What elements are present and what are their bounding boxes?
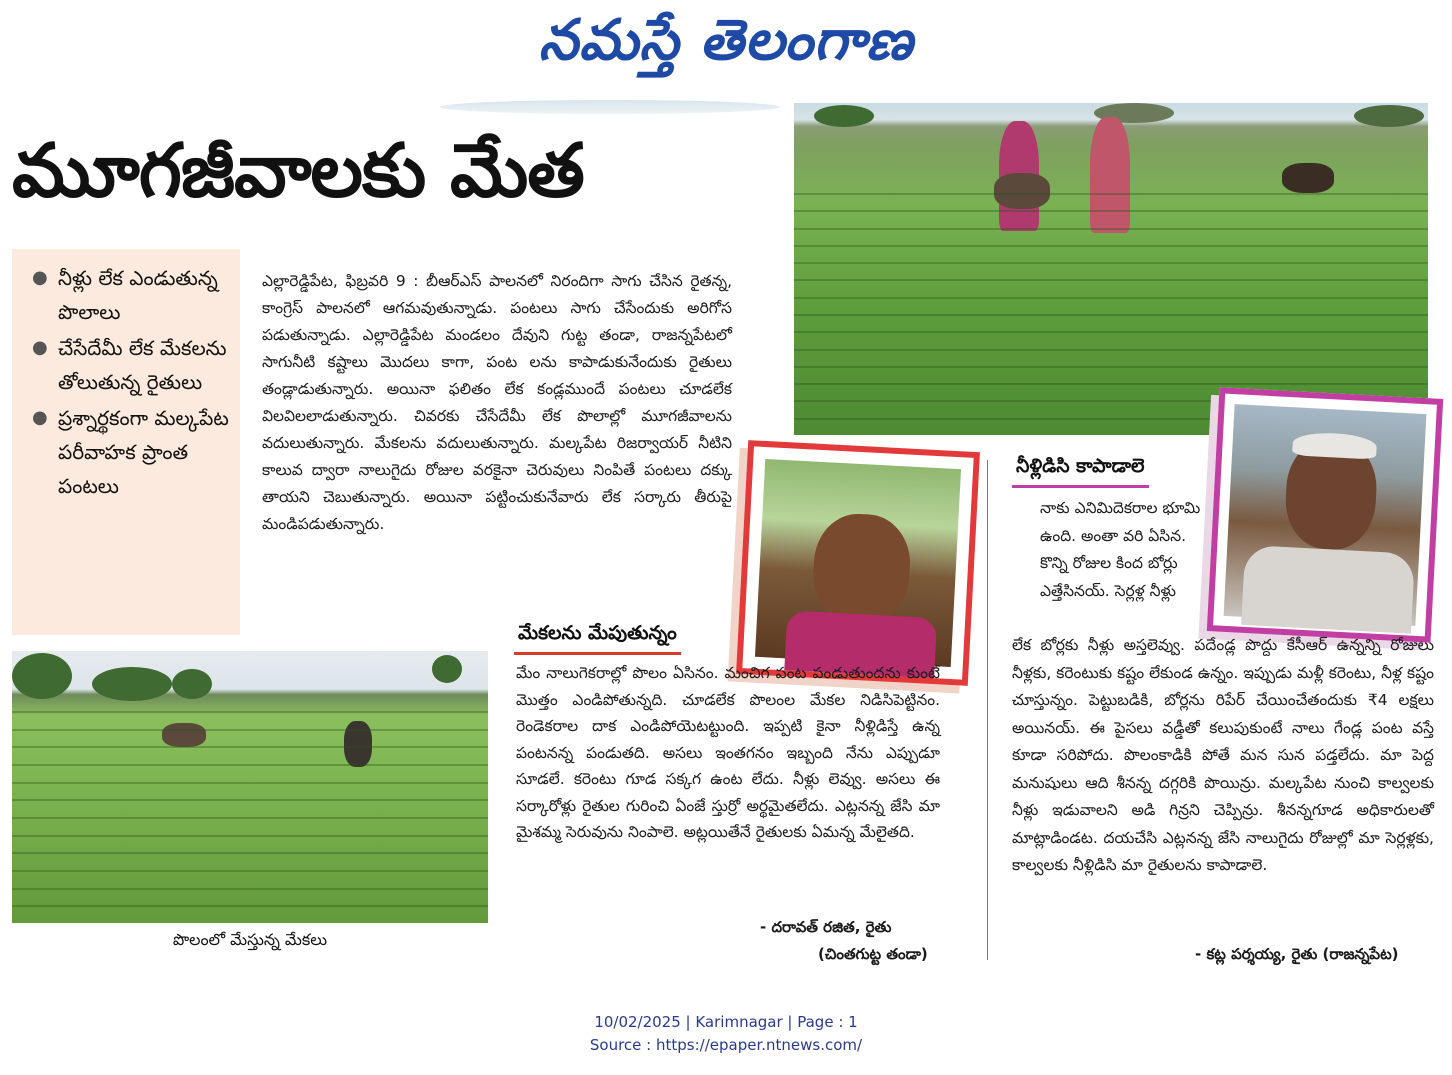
seedling-row: [794, 331, 1428, 333]
portrait-man-farmer: [1207, 387, 1443, 642]
bullet-icon: ●: [32, 267, 48, 288]
seedling-row: [794, 228, 1428, 230]
seedling-row: [12, 835, 488, 837]
seedling-row: [12, 799, 488, 801]
seedling-row: [794, 193, 1428, 195]
quote-title-man: నీళ్లిడిసి కాపాడాలె: [1012, 453, 1149, 484]
highlight-item: ● చేసేదేమీ లేక మేకలను తోలుతున్న రైతులు: [28, 331, 230, 399]
seedling-row: [794, 245, 1428, 247]
seedling-row: [12, 870, 488, 872]
photo-caption: పొలంలో మేస్తున్న మేకలు: [172, 930, 328, 949]
column-divider: [987, 460, 988, 960]
seedling-row: [794, 210, 1428, 212]
newspaper-masthead: నమస్తే తెలంగాణ: [538, 8, 914, 73]
seedling-row: [12, 764, 488, 766]
seedling-row: [12, 905, 488, 907]
article-headline: మూగజీవాలకు మేత: [12, 128, 584, 214]
seedling-row: [794, 279, 1428, 281]
seedling-row: [12, 711, 488, 713]
field-photo-grazing-goats: [12, 651, 488, 923]
seedling-row: [12, 729, 488, 731]
quote-signature-man: - కట్ల పర్శయ్య, రైతు (రాజన్నపేట): [1195, 945, 1399, 963]
seedling-row: [794, 383, 1428, 385]
seedling-row: [12, 852, 488, 854]
seedling-row: [794, 314, 1428, 316]
highlight-item: ● నీళ్లు లేక ఎండుతున్న పొలాలు: [28, 261, 230, 329]
quote-signature-name: - దరావత్ రజిత, రైతు: [760, 918, 892, 936]
field-photo-women-goats: [794, 103, 1428, 435]
quote-text-man-top: నాకు ఎనిమిదెకరాల భూమి ఉంది. అంతా వరి ఏసిన. కొన్ని రోజుల కింద బోర్లు ఎత్తేసినయ్. సెర్లళ్ల నీళ్లు: [1040, 499, 1201, 600]
quote-text-man: లేక బోర్లకు నీళ్లు అస్తలెవ్వు. పదేండ్ల పొద్దు కేసీఆర్ ఉన్నన్ని రోజులు నీళ్లకు, కరెంటుకు కష్టం లేకుండ ఉన్నం. ఇప్పుడు మళ్లీ కరెంటు, నీళ్ల కష్టం చూస్తున్నం. పెట్టుబడికి, బోర్లను రిపేర్ చేయించేతందుకు ₹4 లక్షలు అయినయ్. ఈ పైసలు వడ్డీతో కలుపుకుంటే నాలు గేండ్ల పంట వస్తే కూడా సరిపోదు. పొలంకాడికి పోతే మన సున పడ్తలేదు. మా పెద్ద మనుషులు ఆది శీనన్న దగ్గరికి పొయిన్రు. మల్కపేట నుంచి కాల్వలకు నీళ్లు ఇడువాలని అడి గిన్రని చెప్పిన్రు. శీనన్నగూడ అధికారులతో మాట్లాడిండట. దయచేసి ఎట్లనన్న జేసి నాలుగైదు రోజుల్లో మా సెర్లళ్లకు, కాల్వలకు నీళ్లిడిసి మా రైతులను కాపాడాలె.: [1012, 636, 1434, 874]
seedling-row: [794, 349, 1428, 351]
footer-edition-info: 10/02/2025 | Karimnagar | Page : 1: [594, 1013, 858, 1031]
seedling-row: [12, 888, 488, 890]
bullet-icon: ●: [32, 337, 48, 358]
portrait-woman-farmer: [736, 440, 980, 686]
bullet-icon: ●: [32, 407, 48, 428]
quote-title-woman: మేకలను మేపుతున్నం: [514, 620, 681, 651]
footer-source-link[interactable]: Source : https://epaper.ntnews.com/: [589, 1036, 863, 1054]
article-intro: ఎల్లారెడ్డిపేట, ఫిబ్రవరి 9 : బీఆర్ఎస్ పాలనలో నిరందిగా సాగు చేసిన రైతన్న, కాంగ్రెస్ పాలనలో ఆగమవుతున్నాడు. పంటలు సాగు చేసేందుకు అరిగోస పడుతున్నాడు. ఎల్లారెడ్డిపేట మండలం దేవుని గుట్ట తండా, రాజన్నపేటలో సాగునీటి కష్టాలు మొదలు కాగా, పంట లను కాపాడుకునేందుకు రైతులు తండ్లాడుతున్నారు. అయినా ఫలితం లేక కండ్లముందే పంటలు చూడలేక విలవిలలాడుతున్నారు. చివరకు చేసేదేమీ లేక పొలాల్లో మూగజీవాలను వదులుతున్నారు. మేకలను వదులుతున్నారు. మల్కపేట రిజర్వాయర్ నీటిని కాలువ ద్వారా నాలుగైదు రోజుల వరకైనా చెరువులు నింపితే పంటలు దక్కు తాయని చెబుతున్నారు. అయినా పట్టించుకునేవారు లేక సర్కారు తీరుపై మండిపడుతున్నారు.: [262, 272, 732, 533]
seedling-row: [12, 746, 488, 748]
headline-decoration: [440, 100, 780, 114]
seedling-row: [12, 782, 488, 784]
highlight-item: ● ప్రశ్నార్థకంగా మల్కపేట పరీవాహక ప్రాంత పంటలు: [28, 401, 230, 503]
seedling-row: [794, 262, 1428, 264]
seedling-row: [12, 817, 488, 819]
quote-text-woman: మేం నాలుగెకరాల్లో పొలం ఏసినం. మంచిగ పంట పండుతుందను కుంటే మొత్తం ఎండిపోతున్నది. చూడలేక పొలంల మేకల నిడిసిపెట్టినం. రెండెకరాల దాక ఎండిపోయెటట్టుంది. ఇప్పటి కైనా నీళ్లిడిస్తే ఉన్న పంటనన్న పండుతది. అసలు ఇంతగనం ఇబ్బంది నేను ఎప్పుడూ సూడలే. కరెంటు గూడ సక్కగ ఉంట లేదు. నీళ్లు లెవ్వు. అసలు ఈ సర్కారోళ్లు రైతుల గురించి ఏంజే స్తుర్రో అర్థమైతలేదు. ఎట్లనన్న జేసి మా మైశమ్మ సెరువును నింపాలె. అట్లయితేనే రైతులకు ఏమన్న మేలైతది.: [516, 664, 940, 841]
quote-signature-place: (చింతగుట్ట తండా): [818, 945, 928, 963]
seedling-row: [794, 366, 1428, 368]
seedling-row: [794, 297, 1428, 299]
highlights-box: [12, 249, 240, 635]
